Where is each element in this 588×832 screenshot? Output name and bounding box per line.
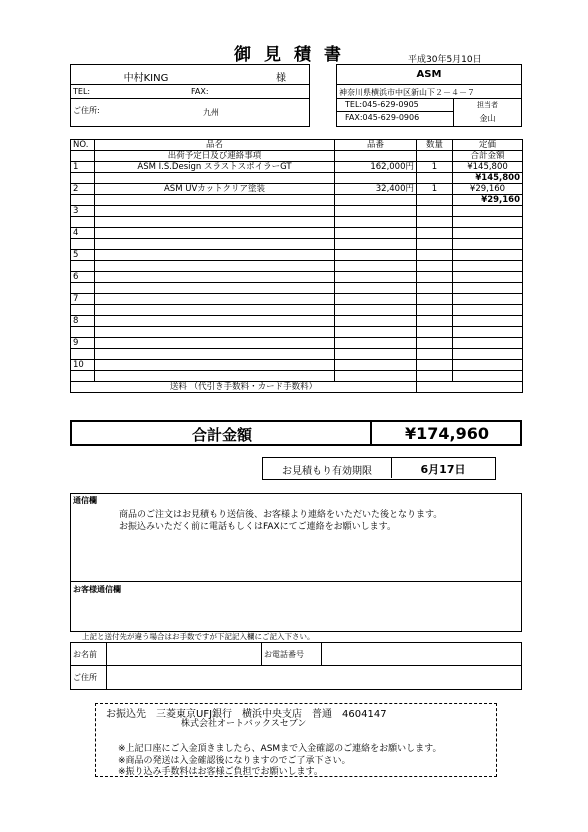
customer-comm-label: お客様通信欄: [73, 585, 121, 594]
item-qty: [417, 272, 453, 283]
item-price: ¥145,800: [453, 162, 523, 173]
item-name: ASM I.S.Design スラストスポイラーGT: [95, 162, 335, 173]
company-box: [336, 64, 522, 127]
bank-line1: お振込先 三菱東京UFJ銀行 横浜中央支店 普通 4604147: [106, 709, 387, 720]
grand-total-box: [70, 420, 522, 446]
header-name-sub: 出荷予定日及び連絡事項: [95, 151, 335, 162]
item-qty: [417, 228, 453, 239]
item-name: [95, 272, 335, 283]
item-code: [335, 338, 417, 349]
item-qty: 1: [417, 184, 453, 195]
grand-total-value: ¥174,960: [404, 424, 489, 443]
grand-total-label: 合計金額: [191, 426, 252, 444]
table-row-sub: [71, 239, 523, 250]
shipping-label: 送料 （代引き手数料・カード手数料）: [71, 382, 417, 393]
item-no: 2: [71, 184, 95, 195]
item-qty: [417, 316, 453, 327]
company-address: 神奈川県横浜市中区新山下２－４－７: [339, 88, 475, 97]
item-price: [453, 294, 523, 305]
item-code: [335, 228, 417, 239]
item-name: [95, 316, 335, 327]
company-tel: TEL:045-629-0905: [345, 100, 419, 109]
item-price: ¥29,160: [453, 184, 523, 195]
shipping-row: [71, 382, 523, 393]
comm-label: 通信欄: [73, 496, 97, 505]
table-row: [71, 250, 523, 261]
item-no: 6: [71, 272, 95, 283]
item-subtotal: [453, 371, 523, 382]
table-row-sub: [71, 371, 523, 382]
comm-line1: 商品のご注文はお見積もり送信後、お客様より連絡をいただいた後となります。: [119, 510, 443, 520]
header-code: 品番: [335, 140, 417, 151]
table-row-sub: [71, 217, 523, 228]
table-row: [71, 316, 523, 327]
item-name: [95, 228, 335, 239]
item-code: [335, 360, 417, 371]
item-code: [335, 294, 417, 305]
item-subtotal: [453, 261, 523, 272]
item-qty: 1: [417, 162, 453, 173]
bank-note3: ※振り込み手数料はお客様ご負担でお願いします。: [118, 767, 323, 777]
item-name: [95, 294, 335, 305]
item-code: 32,400円: [335, 184, 417, 195]
table-row-sub: [71, 195, 523, 206]
item-no: 5: [71, 250, 95, 261]
item-name: [95, 250, 335, 261]
ship-phone-label: お電話番号: [264, 650, 304, 659]
item-qty: [417, 338, 453, 349]
header-qty: 数量: [417, 140, 453, 151]
header-total-label: 合計金額: [453, 151, 523, 162]
customer-address: 九州: [203, 108, 219, 117]
item-name: [95, 338, 335, 349]
table-header-row: [71, 140, 523, 151]
staff-label: 担当者: [477, 101, 498, 109]
company-name: ASM: [416, 69, 442, 80]
item-no: 1: [71, 162, 95, 173]
comm-line2: お振込みいただく前に電話もしくはFAXにてご連絡をお願いします。: [119, 522, 396, 532]
header-price: 定価: [453, 140, 523, 151]
item-qty: [417, 250, 453, 261]
table-row: [71, 294, 523, 305]
customer-name: 中村KING: [123, 73, 169, 84]
item-subtotal: [453, 239, 523, 250]
table-row-sub: [71, 305, 523, 316]
ship-form: [70, 642, 522, 690]
ship-address-label: ご住所: [73, 673, 97, 682]
company-fax: FAX:045-629-0906: [345, 113, 420, 122]
item-price: [453, 206, 523, 217]
shipping-note: 上記と送付先が違う場合はお手数ですが下記記入欄にご記入下さい。: [82, 632, 315, 641]
item-no: 8: [71, 316, 95, 327]
item-name: ASM UVカットクリア塗装: [95, 184, 335, 195]
customer-honorific: 様: [276, 73, 286, 84]
items-table: [70, 139, 523, 393]
table-row-sub: [71, 261, 523, 272]
item-no: 9: [71, 338, 95, 349]
ship-name-label: お名前: [73, 650, 97, 659]
item-price: [453, 250, 523, 261]
item-qty: [417, 294, 453, 305]
item-name: [95, 206, 335, 217]
item-price: [453, 338, 523, 349]
table-subheader-row: [71, 151, 523, 162]
item-price: [453, 228, 523, 239]
customer-box: [70, 64, 310, 127]
table-row: [71, 184, 523, 195]
document-title: 御見積書: [234, 45, 354, 65]
table-row-sub: [71, 349, 523, 360]
bank-note2: ※商品の発送は入金確認後になりますのでご了承下さい。: [118, 756, 351, 766]
table-row-sub: [71, 173, 523, 184]
staff-name: 金山: [479, 114, 496, 123]
customer-tel-label: TEL:: [73, 87, 91, 96]
bank-note1: ※上記口座にご入金頂きましたら、ASMまで入金確認のご連絡をお願いします。: [118, 744, 442, 754]
item-subtotal: [453, 327, 523, 338]
communication-box: [70, 493, 522, 632]
item-no: 7: [71, 294, 95, 305]
item-subtotal: [453, 217, 523, 228]
item-code: [335, 272, 417, 283]
item-subtotal: [453, 305, 523, 316]
item-name: [95, 360, 335, 371]
table-row: [71, 162, 523, 173]
validity-label: お見積もり有効期限: [282, 466, 372, 477]
item-subtotal: [453, 349, 523, 360]
item-no: 10: [71, 360, 95, 371]
table-row-sub: [71, 327, 523, 338]
item-subtotal: ¥29,160: [453, 195, 523, 206]
table-row: [71, 206, 523, 217]
item-price: [453, 272, 523, 283]
item-code: [335, 316, 417, 327]
item-price: [453, 316, 523, 327]
item-subtotal: ¥145,800: [453, 173, 523, 184]
item-code: [335, 250, 417, 261]
header-no: NO.: [71, 140, 95, 151]
table-row: [71, 338, 523, 349]
customer-fax-label: FAX:: [191, 87, 209, 96]
table-row: [71, 360, 523, 371]
item-code: 162,000円: [335, 162, 417, 173]
customer-address-label: ご住所:: [73, 106, 100, 115]
item-subtotal: [453, 283, 523, 294]
bank-info-box: [95, 703, 497, 777]
validity-value: 6月17日: [420, 463, 466, 476]
bank-line2: 株式会社オートバックスセブン: [181, 719, 307, 729]
item-no: 3: [71, 206, 95, 217]
item-price: [453, 360, 523, 371]
document-date: 平成30年5月10日: [408, 55, 482, 65]
header-name: 品名: [95, 140, 335, 151]
table-row: [71, 272, 523, 283]
item-code: [335, 206, 417, 217]
table-row: [71, 228, 523, 239]
table-row-sub: [71, 283, 523, 294]
item-qty: [417, 360, 453, 371]
item-no: 4: [71, 228, 95, 239]
item-qty: [417, 206, 453, 217]
validity-box: [262, 457, 496, 480]
